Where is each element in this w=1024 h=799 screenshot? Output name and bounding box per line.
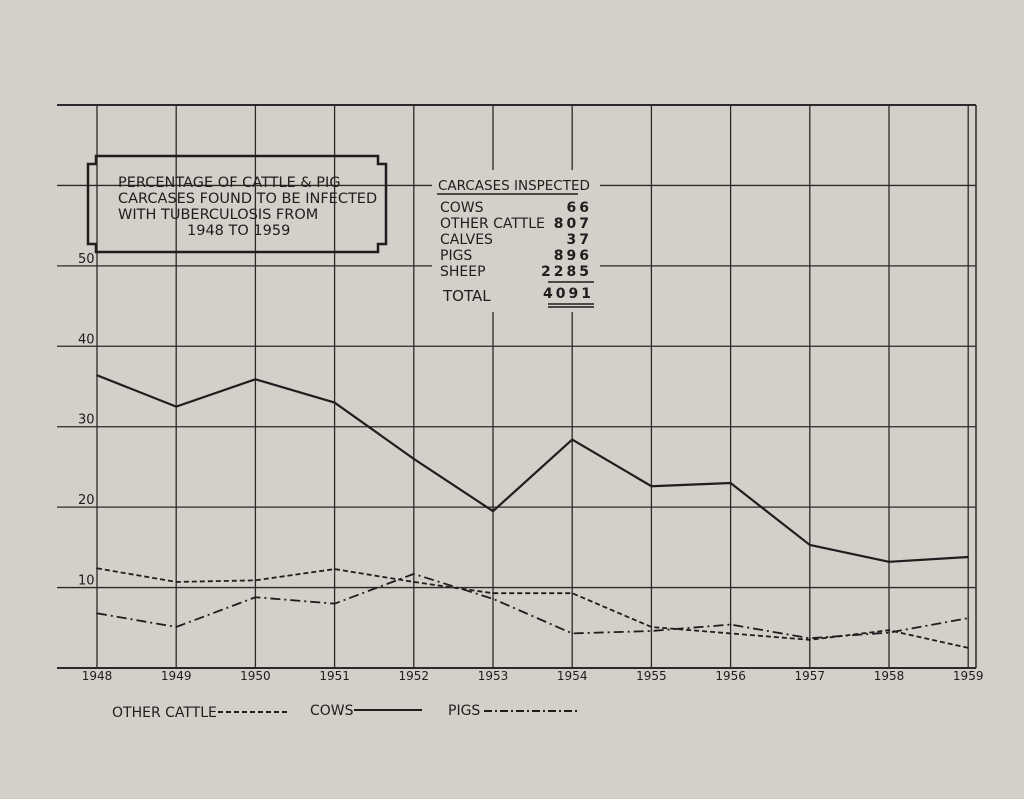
data-point-cows-1954 [571, 439, 573, 441]
legend-label-pigs: PIGS [448, 703, 481, 719]
data-point-cows-1948 [96, 374, 98, 376]
data-point-cows-1955 [651, 485, 653, 487]
inspected-heading: CARCASES INSPECTED [438, 178, 590, 194]
data-point-pigs-1954 [571, 633, 573, 635]
data-point-pigs-1956 [730, 624, 732, 626]
data-point-other-cattle-1952 [413, 581, 415, 583]
data-point-pigs-1953 [492, 598, 494, 600]
y-tick-label-40: 40 [78, 332, 95, 348]
data-point-other-cattle-1949 [175, 581, 177, 583]
inspected-panel [432, 170, 600, 312]
data-point-pigs-1949 [175, 626, 177, 628]
data-point-cows-1956 [730, 482, 732, 484]
legend-label-cows: COWS [310, 703, 354, 719]
x-tick-label-1950: 1950 [240, 669, 271, 683]
x-axis-ticks [82, 669, 984, 683]
data-point-other-cattle-1950 [255, 580, 257, 582]
data-point-pigs-1957 [809, 637, 811, 639]
data-point-cows-1950 [255, 378, 257, 380]
series-line-pigs [97, 574, 968, 638]
inspected-label-sheep: SHEEP [440, 264, 486, 280]
legend [112, 703, 578, 721]
data-point-pigs-1958 [888, 632, 890, 634]
inspected-value-other-cattle: 807 [553, 216, 592, 232]
chart-series [96, 374, 969, 648]
data-point-cows-1958 [888, 561, 890, 563]
data-point-other-cattle-1955 [651, 626, 653, 628]
inspected-value-cows: 66 [566, 200, 592, 216]
data-point-cows-1951 [334, 402, 336, 404]
data-point-other-cattle-1959 [967, 647, 969, 649]
x-tick-label-1958: 1958 [873, 669, 905, 683]
data-point-other-cattle-1954 [571, 592, 573, 594]
data-point-other-cattle-1948 [96, 567, 98, 569]
x-tick-label-1955: 1955 [636, 669, 667, 683]
x-tick-label-1948: 1948 [81, 669, 113, 683]
y-tick-label-50: 50 [78, 251, 95, 267]
x-tick-label-1957: 1957 [794, 669, 826, 683]
data-point-other-cattle-1953 [492, 592, 494, 594]
chart-title-line-4: 1948 TO 1959 [187, 223, 291, 239]
y-tick-label-10: 10 [78, 573, 95, 589]
series-line-cows [97, 375, 968, 562]
inspected-value-pigs: 896 [553, 248, 592, 264]
x-tick-label-1954: 1954 [556, 669, 588, 683]
x-tick-label-1959: 1959 [952, 669, 984, 683]
x-tick-label-1953: 1953 [477, 669, 509, 683]
y-tick-label-20: 20 [78, 493, 95, 509]
data-point-pigs-1951 [334, 603, 336, 605]
chart-title-line-2: CARCASES FOUND TO BE INFECTED [118, 191, 378, 207]
x-tick-label-1952: 1952 [398, 669, 430, 683]
title-box [88, 156, 386, 252]
y-tick-label-30: 30 [78, 412, 95, 428]
data-point-pigs-1959 [967, 617, 969, 619]
data-point-cows-1949 [175, 406, 177, 408]
data-point-pigs-1948 [96, 613, 98, 615]
legend-label-other-cattle: OTHER CATTLE [112, 705, 217, 721]
data-point-other-cattle-1956 [730, 633, 732, 635]
y-axis-ticks [78, 252, 95, 589]
x-tick-label-1951: 1951 [319, 669, 350, 683]
data-point-cows-1959 [967, 556, 969, 558]
inspected-total-value: 4091 [543, 286, 594, 302]
data-point-cows-1953 [492, 510, 494, 512]
data-point-other-cattle-1958 [888, 629, 890, 631]
inspected-label-pigs: PIGS [440, 248, 473, 264]
inspected-value-sheep: 2285 [541, 264, 592, 280]
data-point-pigs-1955 [651, 630, 653, 632]
chart-title-line-3: WITH TUBERCULOSIS FROM [118, 207, 319, 223]
x-tick-label-1956: 1956 [715, 669, 746, 683]
data-point-other-cattle-1957 [809, 639, 811, 641]
data-point-pigs-1952 [413, 573, 415, 575]
x-tick-label-1949: 1949 [160, 669, 192, 683]
chart-title-line-1: PERCENTAGE OF CATTLE & PIG [118, 175, 341, 191]
inspected-label-calves: CALVES [440, 232, 493, 248]
inspected-value-calves: 37 [566, 232, 592, 248]
inspected-label-cows: COWS [440, 200, 484, 216]
data-point-cows-1957 [809, 544, 811, 546]
data-point-other-cattle-1951 [334, 568, 336, 570]
data-point-pigs-1950 [255, 596, 257, 598]
inspected-total-label: TOTAL [443, 287, 491, 305]
data-point-cows-1952 [413, 458, 415, 460]
inspected-label-other-cattle: OTHER CATTLE [440, 216, 545, 232]
